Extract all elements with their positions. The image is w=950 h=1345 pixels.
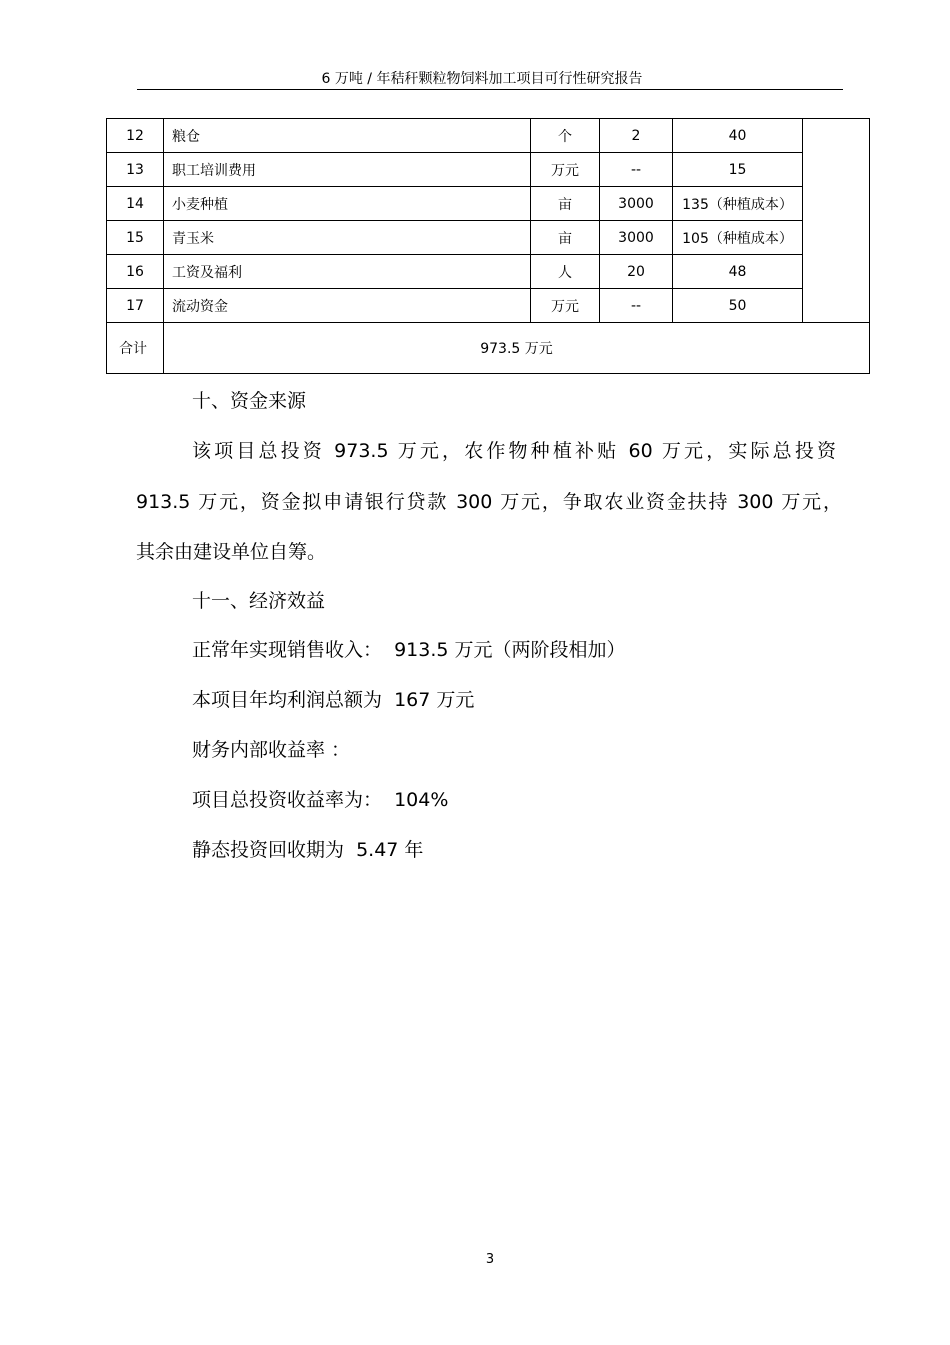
item-quantity: 3000 bbox=[600, 221, 673, 255]
item-amount: 105（种植成本） bbox=[673, 221, 803, 255]
item-quantity: -- bbox=[600, 153, 673, 187]
row-number: 15 bbox=[107, 221, 164, 255]
item-unit: 亩 bbox=[531, 221, 600, 255]
total-label: 合计 bbox=[107, 323, 164, 374]
annual-profit: 本项目年均利润总额为 167 万元 bbox=[192, 689, 475, 711]
section10-line1: 该项目总投资 973.5 万元，农作物种植补贴 60 万元，实际总投资 bbox=[192, 440, 836, 462]
item-amount: 48 bbox=[673, 255, 803, 289]
item-amount: 50 bbox=[673, 289, 803, 323]
roi-line: 项目总投资收益率为： 104% bbox=[192, 789, 449, 811]
item-name: 粮仓 bbox=[164, 119, 531, 153]
section10-heading: 十、资金来源 bbox=[192, 390, 307, 412]
item-name: 工资及福利 bbox=[164, 255, 531, 289]
table-row bbox=[107, 221, 870, 255]
row-number: 17 bbox=[107, 289, 164, 323]
header-title: 6 万吨 / 年秸秆颗粒物饲料加工项目可行性研究报告 bbox=[321, 71, 643, 87]
total-value: 973.5 万元 bbox=[164, 323, 870, 374]
item-name: 小麦种植 bbox=[164, 187, 531, 221]
row-number: 16 bbox=[107, 255, 164, 289]
row-number: 13 bbox=[107, 153, 164, 187]
table-row bbox=[107, 119, 870, 153]
item-name: 青玉米 bbox=[164, 221, 531, 255]
irr-line: 财务内部收益率 ： bbox=[192, 739, 351, 761]
remarks-cell bbox=[803, 119, 870, 323]
payback-line: 静态投资回收期为 5.47 年 bbox=[192, 839, 424, 861]
investment-table bbox=[106, 118, 870, 374]
item-name: 流动资金 bbox=[164, 289, 531, 323]
item-unit: 万元 bbox=[531, 289, 600, 323]
page-header bbox=[137, 70, 843, 90]
item-quantity: 2 bbox=[600, 119, 673, 153]
row-number: 12 bbox=[107, 119, 164, 153]
section10-line3: 其余由建设单位自筹。 bbox=[136, 541, 327, 563]
item-unit: 亩 bbox=[531, 187, 600, 221]
section11-heading: 十一、经济效益 bbox=[192, 590, 326, 612]
table-row bbox=[107, 289, 870, 323]
item-unit: 万元 bbox=[531, 153, 600, 187]
item-amount: 15 bbox=[673, 153, 803, 187]
item-quantity: -- bbox=[600, 289, 673, 323]
row-number: 14 bbox=[107, 187, 164, 221]
item-quantity: 20 bbox=[600, 255, 673, 289]
item-amount: 135（种植成本） bbox=[673, 187, 803, 221]
table-row bbox=[107, 153, 870, 187]
table-row bbox=[107, 255, 870, 289]
item-unit: 个 bbox=[531, 119, 600, 153]
section10-line2: 913.5 万元，资金拟申请银行贷款 300 万元，争取农业资金扶持 300 万元， bbox=[136, 491, 842, 513]
item-name: 职工培训费用 bbox=[164, 153, 531, 187]
item-quantity: 3000 bbox=[600, 187, 673, 221]
item-amount: 40 bbox=[673, 119, 803, 153]
total-row bbox=[107, 323, 870, 374]
item-unit: 人 bbox=[531, 255, 600, 289]
page-number: 3 bbox=[485, 1252, 495, 1267]
sales-revenue: 正常年实现销售收入： 913.5 万元（两阶段相加） bbox=[192, 639, 626, 661]
table-row bbox=[107, 187, 870, 221]
